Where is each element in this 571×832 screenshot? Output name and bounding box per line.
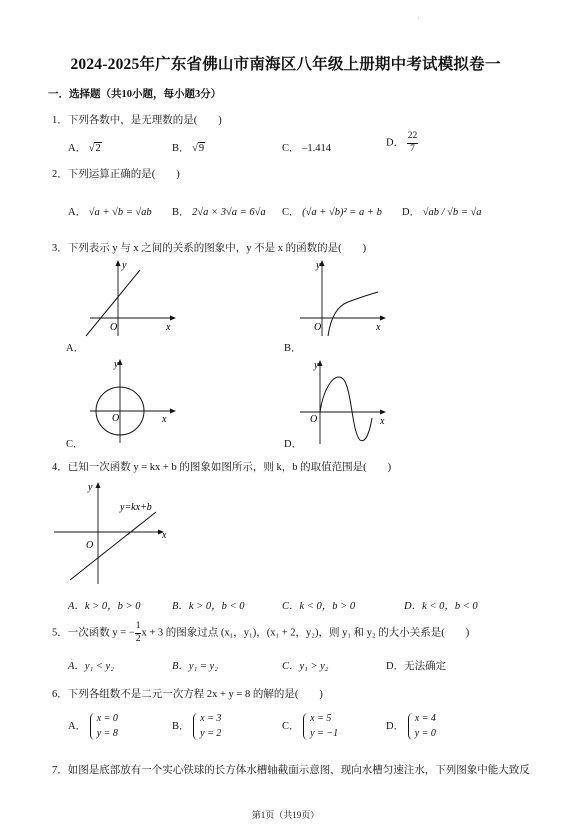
equation-system: x = 3 y = 2 (192, 712, 221, 741)
q1-option-d[interactable]: D． $\frac{22}{7}$ (386, 131, 418, 154)
q3-option-c[interactable]: C． (66, 439, 84, 450)
q4-option-b[interactable]: B．k > 0，b < 0 (172, 601, 245, 612)
q4-option-d[interactable]: D．k < 0，b < 0 (404, 601, 478, 612)
svg-text:O: O (86, 540, 94, 551)
question-6-stem: 6．下列各组数不是二元一次方程 2x + y = 8 的解的是( ) (52, 689, 323, 700)
q6-option-d[interactable]: D． x = 4 y = 0 (386, 712, 436, 741)
page-title: 2024-2025年广东省佛山市南海区八年级上册期中考试模拟卷一 (70, 56, 501, 73)
svg-text:x: x (162, 530, 167, 541)
axis-y-label: y (122, 260, 127, 271)
section-heading: 一．选择题（共10小题，每小题3分） (48, 89, 222, 100)
q3-option-a[interactable]: A． (66, 343, 85, 354)
svg-text:O: O (310, 414, 318, 425)
q5-option-a[interactable]: A．y₁ < y₂ (68, 661, 114, 672)
q1-option-c[interactable]: C． –1.414 (282, 143, 332, 154)
svg-text:O: O (314, 322, 322, 333)
svg-text:y: y (316, 260, 321, 271)
fraction-22-7: $\frac{22}{7}$ (407, 131, 418, 154)
graph-d-wave (296, 356, 396, 446)
q4-option-c[interactable]: C．k < 0，b > 0 (282, 601, 356, 612)
equation-system: x = 0 y = 8 (89, 712, 118, 741)
graph-q4-linear-function (52, 476, 182, 586)
graph-c-circle (86, 355, 186, 445)
q3-option-d[interactable]: D． (284, 439, 303, 450)
svg-text:O: O (112, 413, 120, 424)
page-dot: · (417, 14, 420, 23)
svg-text:x: x (376, 322, 381, 333)
page-footer: 第1页（共19页） (251, 810, 320, 820)
equation-system: x = 5 y = −1 (302, 712, 338, 741)
axis-x-label: x (166, 322, 171, 333)
q4-option-a[interactable]: A．k > 0，b > 0 (68, 601, 141, 612)
question-4-stem: 4．已知一次函数 y = kx + b 的图象如图所示，则 k，b 的取值范围是( ) (52, 462, 392, 473)
q6-option-b[interactable]: B． x = 3 y = 2 (172, 712, 221, 741)
q5-option-b[interactable]: B．y₁ = y₂ (172, 661, 218, 672)
question-5-stem: 5．一次函数 y = − $\frac{1}{2}$ x + 3 的图象过点 (x₁，y₁)，(x₁ + 2，y₂)，则 y₁ 和 y₂ 的大小关系是( ) (52, 621, 470, 644)
q2-option-c[interactable]: C． (√a + √b)² = a + b (282, 207, 382, 218)
graph-b-curve (294, 258, 394, 338)
q2-option-a[interactable]: A． √a + √b = √ab (68, 207, 152, 218)
q6-option-c[interactable]: C． x = 5 y = −1 (282, 712, 338, 741)
line-label: y=kx+b (120, 502, 152, 513)
graph-a-straight-line (82, 258, 182, 338)
fraction-one-half: $\frac{1}{2}$ (135, 621, 141, 644)
q5-option-c[interactable]: C．y₁ > y₂ (282, 661, 329, 672)
q5-option-d[interactable]: D．无法确定 (386, 661, 447, 672)
svg-text:x: x (162, 414, 167, 425)
svg-text:x: x (380, 416, 385, 427)
question-1-stem: 1．下列各数中，是无理数的是( ) (52, 115, 222, 126)
q2-option-d[interactable]: D． √ab / √b = √a (402, 207, 482, 218)
question-7-stem: 7．如图是底部放有一个实心铁球的长方体水槽轴截面示意图，现向水槽匀速注水，下列图象中能大致反 (52, 765, 530, 776)
q6-option-a[interactable]: A． x = 0 y = 8 (68, 712, 118, 741)
svg-text:y: y (314, 360, 319, 371)
q1-option-b[interactable]: B． √9 (172, 143, 205, 154)
q2-option-b[interactable]: B． 2√a × 3√a = 6√a (172, 207, 266, 218)
q1-option-a[interactable]: A． √2 (68, 143, 101, 154)
equation-system: x = 4 y = 0 (407, 712, 436, 741)
question-2-stem: 2．下列运算正确的是( ) (52, 169, 180, 180)
q3-option-b[interactable]: B． (284, 343, 302, 354)
question-3-stem: 3．下列表示 y 与 x 之间的关系的图象中，y 不是 x 的函数的是( ) (52, 243, 367, 254)
origin-label: O (110, 322, 118, 333)
svg-text:y: y (114, 359, 119, 370)
svg-text:y: y (88, 482, 93, 493)
